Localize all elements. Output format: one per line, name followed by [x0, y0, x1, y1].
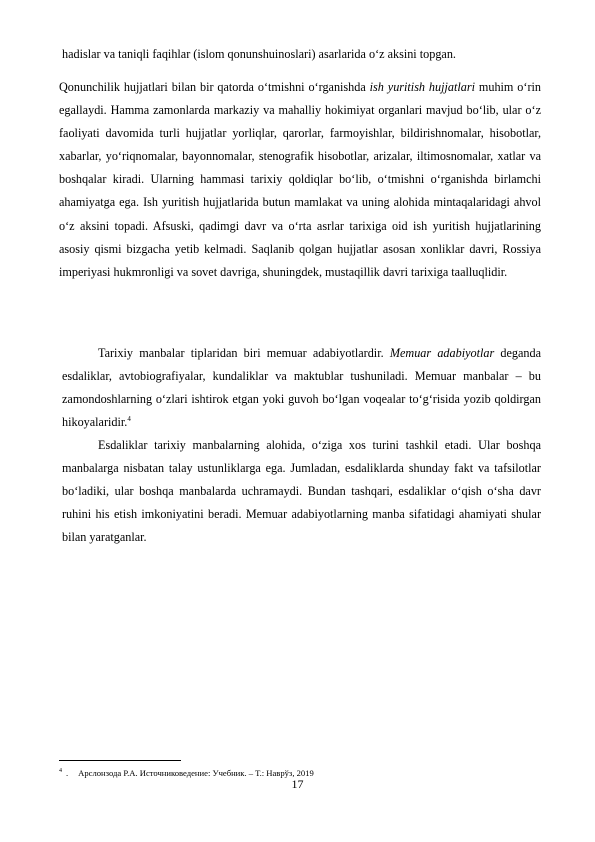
- paragraph-text: muhim o‘rin egallaydi. Hamma zamonlarda markaziy va mahalliy hokimiyat organlari mavjud bo‘lib, ular o‘z faoliyati davomida turli hujjatlar yorliqlar, qarorlar, farmoyishlar, bildirishnomalar, hisobotlar, xabarlar, yo‘riqnomalar, bayonnomalar, stenografik hisobotlar, arizalar, iltimosnomalar, xatlar va boshqalar kiradi. Ularning hammasi tarixiy qoldiqlar bo‘lib, o‘tmishni o‘rganishda birlamchi ahamiyatga ega. Ish yuritish hujjatlarida butun mamlakat va uning alohida mintaqalaridagi ahvol o‘z aksini topadi. Afsuski, qadimgi davr va o‘rta asrlar tarixiga oid ish yuritish hujjatlarining asosiy qismi bizgacha yetib kelmadi. Saqlanib qolgan hujjatlar asosan xonliklar davri, Rossiya imperiyasi hukmronligi va sovet davriga, shuningdek, mustaqillik davri tarixiga taalluqlidir.: [59, 80, 541, 279]
- footnote-reference[interactable]: 4: [127, 415, 131, 424]
- footnote-dot: .: [66, 767, 69, 778]
- paragraph-text: Tarixiy manbalar tiplaridan biri memuar adabiyotlardir.: [98, 346, 390, 360]
- footnote-text: Арслонзода Р.А. Источниковедение: Учебник. – Т.: Наврўз, 2019: [78, 767, 314, 778]
- paragraph-continuation: [62, 43, 546, 66]
- italic-term: ish yuritish hujjatlari: [369, 80, 475, 94]
- page-number: 17: [291, 777, 304, 791]
- footnote-divider: [59, 760, 181, 761]
- paragraph-text: hadislar va taniqli faqihlar (islom qonunshuinoslari) asarlarida o‘z aksini topgan.: [62, 47, 456, 61]
- paragraph-text: deganda esdaliklar, avtobiografiyalar, kundaliklar va maktublar tushuniladi. Memuar manbalar – bu zamondoshlarning o‘zlari ishtirok etgan yoki guvoh bo‘lgan voqealar to‘g‘risida yozib qoldirgan hikoyalaridir.: [62, 346, 542, 430]
- paragraph-text: Esdaliklar tarixiy manbalarning alohida, o‘ziga xos turini tashkil etadi. Ular boshqa manbalarga nisbatan talay ustunliklarga ega. Jumladan, esdaliklarda shunday fakt va tafsilotlar bo‘ladiki, ular boshqa manbalarda uchramaydi. Bundan tashqari, esdaliklar o‘qish o‘sha davr ruhini his etish imkoniyatini beradi. Memuar adabiyotlarning manba sifatidagi ahamiyati shular bilan yaratganlar.: [62, 438, 541, 545]
- paragraph-memuar: [62, 342, 541, 434]
- footnote-mark: 4: [59, 768, 62, 774]
- paragraph-ish-yuritish: [59, 76, 541, 284]
- italic-term: Memuar adabiyotlar: [389, 346, 495, 360]
- paragraph-esdaliklar: [62, 434, 541, 549]
- paragraph-text: Qonunchilik hujjatlari bilan bir qatorda o‘tmishni o‘rganishda: [59, 80, 370, 94]
